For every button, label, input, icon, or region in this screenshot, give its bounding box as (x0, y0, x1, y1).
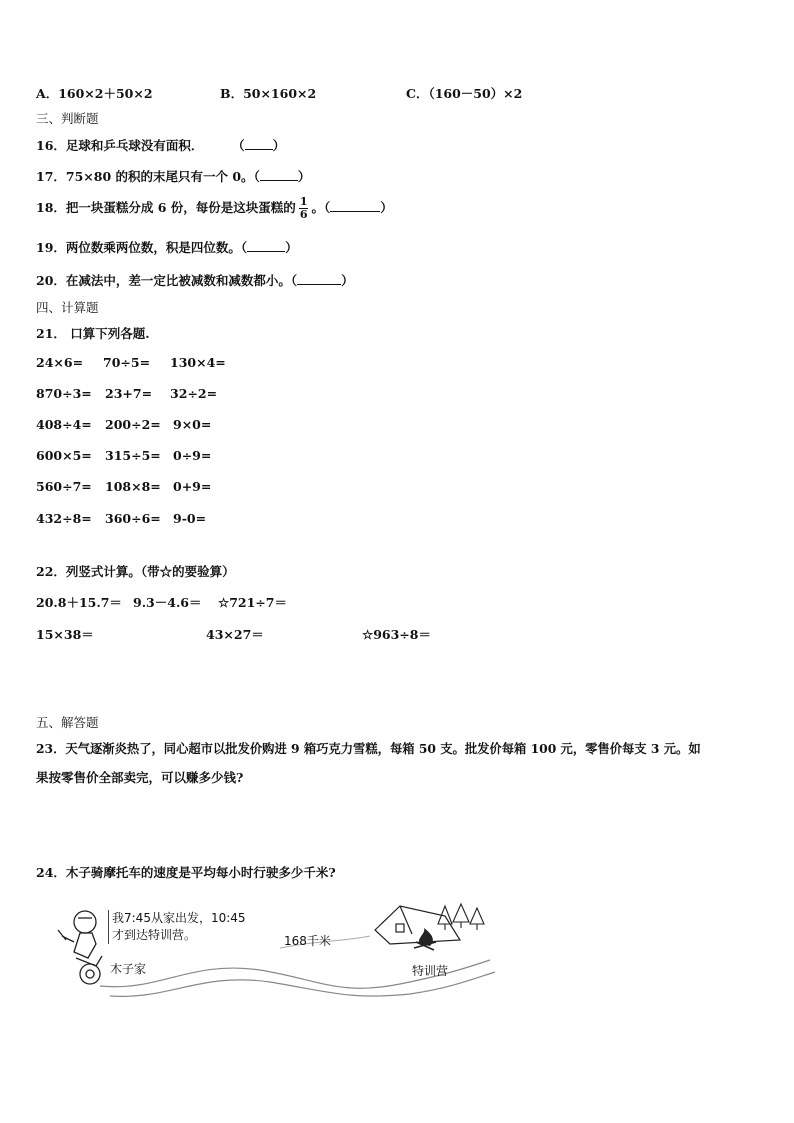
calc-r3-c2: 0÷9= (173, 448, 212, 463)
motorcycle-rider-icon (58, 911, 102, 984)
section-4-title: 四、计算题 (36, 300, 99, 315)
vertical-calc-1: 20.8＋15.7＝ (36, 595, 122, 610)
section-5-title: 五、解答题 (36, 715, 99, 730)
q24-illustration (40, 900, 500, 1000)
question-16: 16．足球和乒乓球没有面积． （ ） (36, 138, 286, 153)
calc-r0-c0: 24×6= (36, 355, 84, 370)
calc-r5-c2: 9-0= (173, 511, 207, 526)
calc-r2-c2: 9×0= (173, 417, 212, 432)
calc-r1-c0: 870÷3= (36, 386, 92, 401)
calc-r0-c1: 70÷5= (103, 355, 151, 370)
calc-r2-c1: 200÷2= (105, 417, 161, 432)
question-23-line-1: 23．天气逐渐炎热了，同心超市以批发价购进 9 箱巧克力雪糕，每箱 50 支。批发价每箱 100 元，零售价每支 3 元。如 (36, 741, 701, 756)
calc-r0-c2: 130×4= (170, 355, 226, 370)
answer-blank[interactable] (297, 273, 341, 285)
q15-option-a: A．160×2＋50×2 (36, 86, 153, 101)
vertical-calc-5: 43×27＝ (206, 627, 264, 642)
question-19: 19．两位数乘两位数，积是四位数。（ ） (36, 240, 298, 255)
calc-r4-c0: 560÷7= (36, 479, 92, 494)
bubble-line-2: 才到达特训营。 (112, 928, 197, 942)
question-16-text: 16．足球和乒乓球没有面积． (36, 138, 204, 153)
q15-option-b: B．50×160×2 (220, 86, 317, 101)
section-3-title: 三、判断题 (36, 111, 99, 126)
calc-r1-c1: 23+7= (105, 386, 153, 401)
calc-r3-c0: 600×5= (36, 448, 92, 463)
fraction-one-sixth: $\frac{1}{6}$ (299, 195, 308, 221)
vertical-calc-4: 15×38＝ (36, 627, 94, 642)
start-label: 木子家 (110, 962, 147, 976)
calc-r4-c1: 108×8= (105, 479, 161, 494)
question-21-title: 21． 口算下列各题. (36, 326, 150, 341)
vertical-calc-2: 9.3－4.6＝ (133, 595, 202, 610)
answer-blank[interactable] (330, 200, 380, 212)
question-17: 17．75×80 的积的末尾只有一个 0。（ ） (36, 169, 311, 184)
end-label: 特训营 (412, 964, 449, 978)
q15-option-c: C．（160－50）×2 (406, 86, 523, 101)
calc-r2-c0: 408÷4= (36, 417, 92, 432)
calc-r3-c1: 315÷5= (105, 448, 161, 463)
question-23-line-2: 果按零售价全部卖完，可以赚多少钱? (36, 770, 244, 785)
question-24-title: 24．木子骑摩托车的速度是平均每小时行驶多少千米? (36, 865, 336, 880)
answer-blank[interactable] (247, 240, 285, 252)
calc-r5-c0: 432÷8= (36, 511, 92, 526)
tree-icon (438, 904, 484, 930)
answer-blank[interactable] (260, 169, 298, 181)
question-18: 18．把一块蛋糕分成 6 份，每份是这块蛋糕的 $\frac{1}{6}$ 。（ ） (36, 195, 393, 221)
calc-r1-c2: 32÷2= (170, 386, 218, 401)
distance-label: 168千米 (284, 934, 331, 948)
campfire-icon (414, 928, 436, 950)
question-19-text: 19．两位数乘两位数，积是四位数。 (36, 240, 241, 255)
question-20: 20．在减法中，差一定比被减数和减数都小。（ ） (36, 273, 354, 288)
calc-r5-c1: 360÷6= (105, 511, 161, 526)
question-20-text: 20．在减法中，差一定比被减数和减数都小。 (36, 273, 291, 288)
question-17-text: 17．75×80 的积的末尾只有一个 0。 (36, 169, 254, 184)
question-18-text: 18．把一块蛋糕分成 6 份，每份是这块蛋糕的 (36, 200, 296, 215)
speech-bubble (108, 910, 246, 944)
bubble-line-1: 我7:45从家出发，10:45 (112, 911, 246, 925)
vertical-calc-6: ☆963÷8＝ (362, 627, 431, 642)
answer-blank[interactable] (245, 138, 273, 150)
question-22-title: 22．列竖式计算。（带☆的要验算） (36, 564, 235, 579)
calc-r4-c2: 0+9= (173, 479, 212, 494)
vertical-calc-3: ☆721÷7＝ (218, 595, 287, 610)
